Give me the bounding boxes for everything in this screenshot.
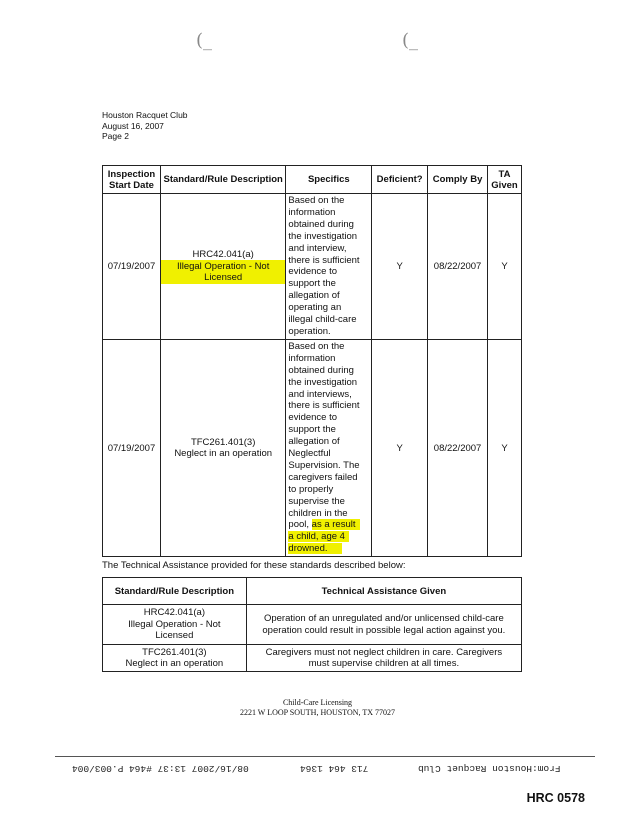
specifics-text: pool, <box>288 519 312 531</box>
inspection-table <box>102 165 522 557</box>
specifics-line: operation. <box>288 325 331 337</box>
ta-cell <box>246 645 521 672</box>
specifics-line: information <box>288 352 336 364</box>
fax-header-number: 713 464 1364 <box>300 763 369 774</box>
specifics-highlighted: drowned. <box>288 543 341 554</box>
rule-line: Illegal Operation - Not <box>128 618 221 630</box>
letter-header <box>102 110 188 142</box>
rule-cell <box>160 194 286 340</box>
specifics-line <box>288 519 369 531</box>
comply-by-date: 08/22/2007 <box>428 339 488 556</box>
scan-mark: (_ <box>402 30 419 51</box>
table-header-row <box>103 578 522 605</box>
specifics-line: Based on the <box>288 340 345 352</box>
ta-cell <box>246 605 521 645</box>
specifics-line: caregivers failed <box>288 471 358 483</box>
specifics-line: to properly <box>288 483 334 495</box>
rule-line: TFC261.401(3) <box>142 646 207 658</box>
footer-org: Child-Care Licensing <box>282 698 353 707</box>
table-header-row <box>103 166 522 194</box>
scan-mark: (_ <box>196 30 213 51</box>
rule-description: Neglect in an operation <box>174 448 273 460</box>
inspection-date: 07/19/2007 <box>103 194 161 340</box>
table-row <box>103 194 522 340</box>
column-header: Standard/Rule Description <box>103 578 247 605</box>
footer <box>0 698 635 718</box>
fax-header-from: From:Houston Racquet Club <box>418 763 561 774</box>
column-header: Deficient? <box>372 166 428 194</box>
footer-address: 2221 W LOOP SOUTH, HOUSTON, TX 77027 <box>239 708 396 717</box>
ta-caption: The Technical Assistance provided for these standards described below: <box>102 560 406 571</box>
specifics-line: support the <box>288 424 336 436</box>
specifics-cell <box>286 339 372 556</box>
table-row <box>103 645 522 672</box>
specifics-line: there is sufficient <box>288 400 360 412</box>
specifics-line: children in the <box>288 507 348 519</box>
column-header: Inspection Start Date <box>103 166 161 194</box>
ta-line: operation could result in possible legal action against you. <box>262 624 506 636</box>
comply-by-date: 08/22/2007 <box>428 194 488 340</box>
fax-header-left: 08/16/2007 13:37 #464 P.003/004 <box>72 763 249 774</box>
ta-line: Operation of an unregulated and/or unlicensed child-care <box>263 613 504 624</box>
rule-code: HRC42.041(a) <box>192 248 254 260</box>
specifics-line: support the <box>288 278 336 290</box>
specifics-line: Supervision. The <box>288 459 360 471</box>
specifics-line: allegation of <box>288 436 340 448</box>
rule-cell <box>103 645 247 672</box>
rule-cell <box>160 339 286 556</box>
specifics-line: Neglectful <box>288 448 331 460</box>
specifics-line: and interview, <box>288 242 347 254</box>
specifics-line: the investigation <box>288 230 358 242</box>
specifics-line: Based on the <box>288 195 345 206</box>
specifics-line: evidence to <box>288 266 338 278</box>
specifics-line: information <box>288 206 336 218</box>
specifics-cell <box>286 194 372 340</box>
specifics-line: obtained during <box>288 218 354 230</box>
ta-given-value: Y <box>488 194 522 340</box>
rule-line: Licensed <box>155 630 194 642</box>
rule-code: TFC261.401(3) <box>190 437 256 449</box>
org-name: Houston Racquet Club <box>102 110 188 120</box>
technical-assistance-table <box>102 577 522 672</box>
table-row <box>103 339 522 556</box>
specifics-line <box>288 543 369 555</box>
rule-line: Neglect in an operation <box>125 658 224 669</box>
bates-stamp: HRC 0578 <box>526 791 585 805</box>
specifics-line: the investigation <box>288 376 358 388</box>
table-row <box>103 605 522 645</box>
column-header: Technical Assistance Given <box>246 578 521 605</box>
column-header: Specifics <box>286 166 372 194</box>
specifics-line: illegal child-care <box>288 314 357 326</box>
specifics-line: obtained during <box>288 364 354 376</box>
divider <box>55 756 595 757</box>
deficient-value: Y <box>372 339 428 556</box>
specifics-highlighted: a child, age 4 <box>288 531 349 542</box>
deficient-value: Y <box>372 194 428 340</box>
specifics-line: evidence to <box>288 412 338 424</box>
column-header: Standard/Rule Description <box>160 166 286 194</box>
column-header: Comply By <box>428 166 488 194</box>
specifics-line: operating an <box>288 302 342 314</box>
page-number: Page 2 <box>102 131 129 141</box>
ta-line: Caregivers must not neglect children in care. Caregivers <box>265 646 503 658</box>
ta-given-value: Y <box>488 339 522 556</box>
specifics-line: supervise the <box>288 495 345 507</box>
specifics-line <box>288 531 369 543</box>
letter-date: August 16, 2007 <box>102 120 164 131</box>
column-header: TA Given <box>488 166 522 194</box>
inspection-date: 07/19/2007 <box>103 339 161 556</box>
rule-cell <box>103 605 247 645</box>
specifics-highlighted: as a result <box>312 519 360 530</box>
specifics-line: and interviews, <box>288 388 352 400</box>
specifics-line: there is sufficient <box>288 254 360 266</box>
rule-description-highlighted: Illegal Operation - Not Licensed <box>161 260 286 284</box>
rule-line: HRC42.041(a) <box>143 607 205 619</box>
specifics-line: allegation of <box>288 290 340 302</box>
ta-line: must supervise children at all times. <box>308 658 460 669</box>
